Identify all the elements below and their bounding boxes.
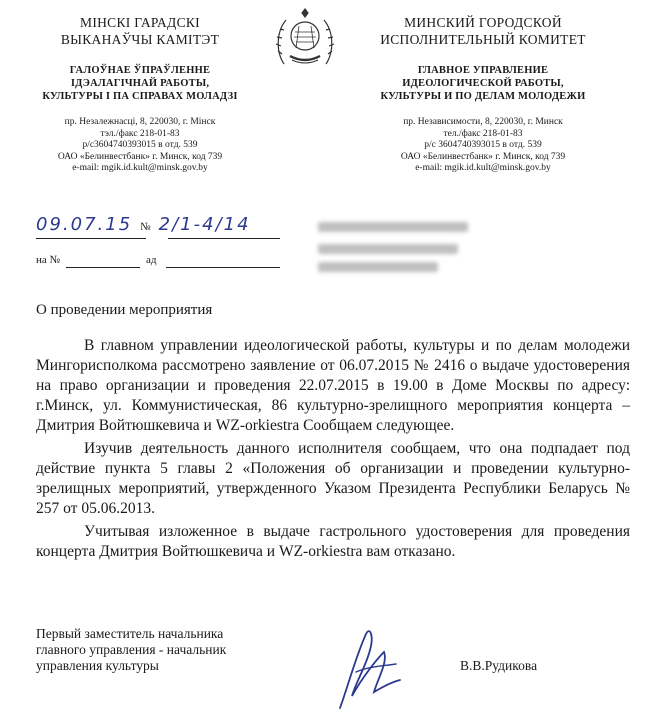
city-name-ru (358, 14, 608, 48)
addressee-redacted (318, 222, 468, 282)
addr-line: e-mail: mgik.id.kult@minsk.gov.by (72, 163, 208, 173)
header-right (358, 14, 608, 175)
number-underline (168, 238, 280, 239)
redacted-line (318, 262, 438, 272)
city-line: МІНСКІ ГАРАДСКІ (80, 15, 200, 30)
city-line: ВЫКАНАЎЧЫ КАМІТЭТ (60, 32, 220, 47)
reference-date-line (166, 267, 280, 268)
redacted-line (318, 244, 458, 254)
addr-line: пр. Независимости, 8, 220030, г. Минск (403, 117, 563, 127)
body-paragraph: В главном управлении идеологической работы, культуры и по делам молодежи Мингорисполкома рассмотрено заявление от 06.07.2015 № 2416 о выдаче удостоверения на право организации и проведения 22.07.2015 в 19.00 в Доме Москвы по адресу: г.Минск, ул. Коммунистическая, 86 культурно-зрелищного мероприятия концерта – Дмитрия Войтюшкевича и WZ-orkiestra Сообщаем следующее. (36, 337, 630, 434)
city-line: МИНСКИЙ ГОРОДСКОЙ (404, 15, 562, 30)
dept-line: ГЛАВНОЕ УПРАВЛЕНИЕ (417, 65, 549, 76)
position-line: главного управления - начальник (36, 642, 227, 657)
letter-subject: О проведении мероприятия (36, 302, 213, 318)
number-sign: № (140, 221, 151, 233)
department-name-ru (358, 64, 608, 103)
addr-line: тел./факс 218-01-83 (443, 128, 523, 139)
reference-label: на № (36, 254, 61, 266)
dept-line: ИДЕОЛОГИЧЕСКОЙ РАБОТЫ, (402, 78, 564, 89)
addr-line: тэл./факс 218-01-83 (100, 128, 180, 139)
redacted-line (318, 222, 468, 232)
registration-number-row (36, 214, 286, 235)
body-paragraph: Изучив деятельность данного исполнителя сообщаем, что она подпадает под действие пункта 5 главы 2 «Положения об организации и проведении культурно-зрелищных мероприятий, утвержденного Указом Президента Республики Беларусь № 257 от 05.06.2013. (36, 440, 630, 517)
addr-line: ОАО «Белинвестбанк» г. Минск, код 739 (400, 151, 566, 162)
city-line: ИСПОЛНИТЕЛЬНЫЙ КОМИТЕТ (380, 32, 586, 47)
addr-line: пр. Незалежнасці, 8, 220030, г. Мінск (64, 117, 216, 127)
signatory-position (36, 626, 226, 674)
body-paragraph: Учитывая изложенное в выдаче гастрольного удостоверения для проведения концерта Дмитрия Войтюшкевича и WZ-orkiestra вам отказано. (36, 523, 630, 560)
addr-line: р/с3604740393015 в отд. 539 (82, 140, 198, 150)
addr-line: ОАО «Белинвестбанк» г. Минск, код 739 (57, 151, 223, 162)
address-block-be (20, 117, 260, 175)
city-name-be (20, 14, 260, 48)
signatory-name: В.В.Рудикова (460, 658, 538, 673)
date-underline (36, 238, 146, 239)
reference-number-line (66, 267, 140, 268)
department-name-be (20, 64, 260, 103)
addr-line: р/с 3604740393015 в отд. 539 (424, 140, 542, 150)
position-line: управления культуры (36, 658, 159, 673)
letter-body (36, 336, 630, 562)
handwritten-number: 2/1-4/14 (158, 214, 251, 235)
state-emblem-icon (270, 6, 340, 70)
header-left (20, 14, 260, 175)
handwritten-date: 09.07.15 (36, 214, 133, 235)
dept-line: ГАЛОЎНАЕ ЎПРАЎЛЕННЕ (69, 65, 211, 76)
addr-line: e-mail: mgik.id.kult@minsk.gov.by (415, 163, 551, 173)
dept-line: КУЛЬТУРЫ І ПА СПРАВАХ МОЛАДЗІ (42, 91, 238, 102)
reference-row (36, 254, 60, 266)
handwritten-signature-icon (326, 616, 416, 716)
address-block-ru (358, 117, 608, 175)
reference-ad-label: ад (146, 254, 157, 266)
position-line: Первый заместитель начальника (36, 626, 224, 641)
dept-line: КУЛЬТУРЫ И ПО ДЕЛАМ МОЛОДЕЖИ (380, 91, 586, 102)
dept-line: ІДЭАЛАГІЧНАЙ РАБОТЫ, (70, 78, 210, 89)
